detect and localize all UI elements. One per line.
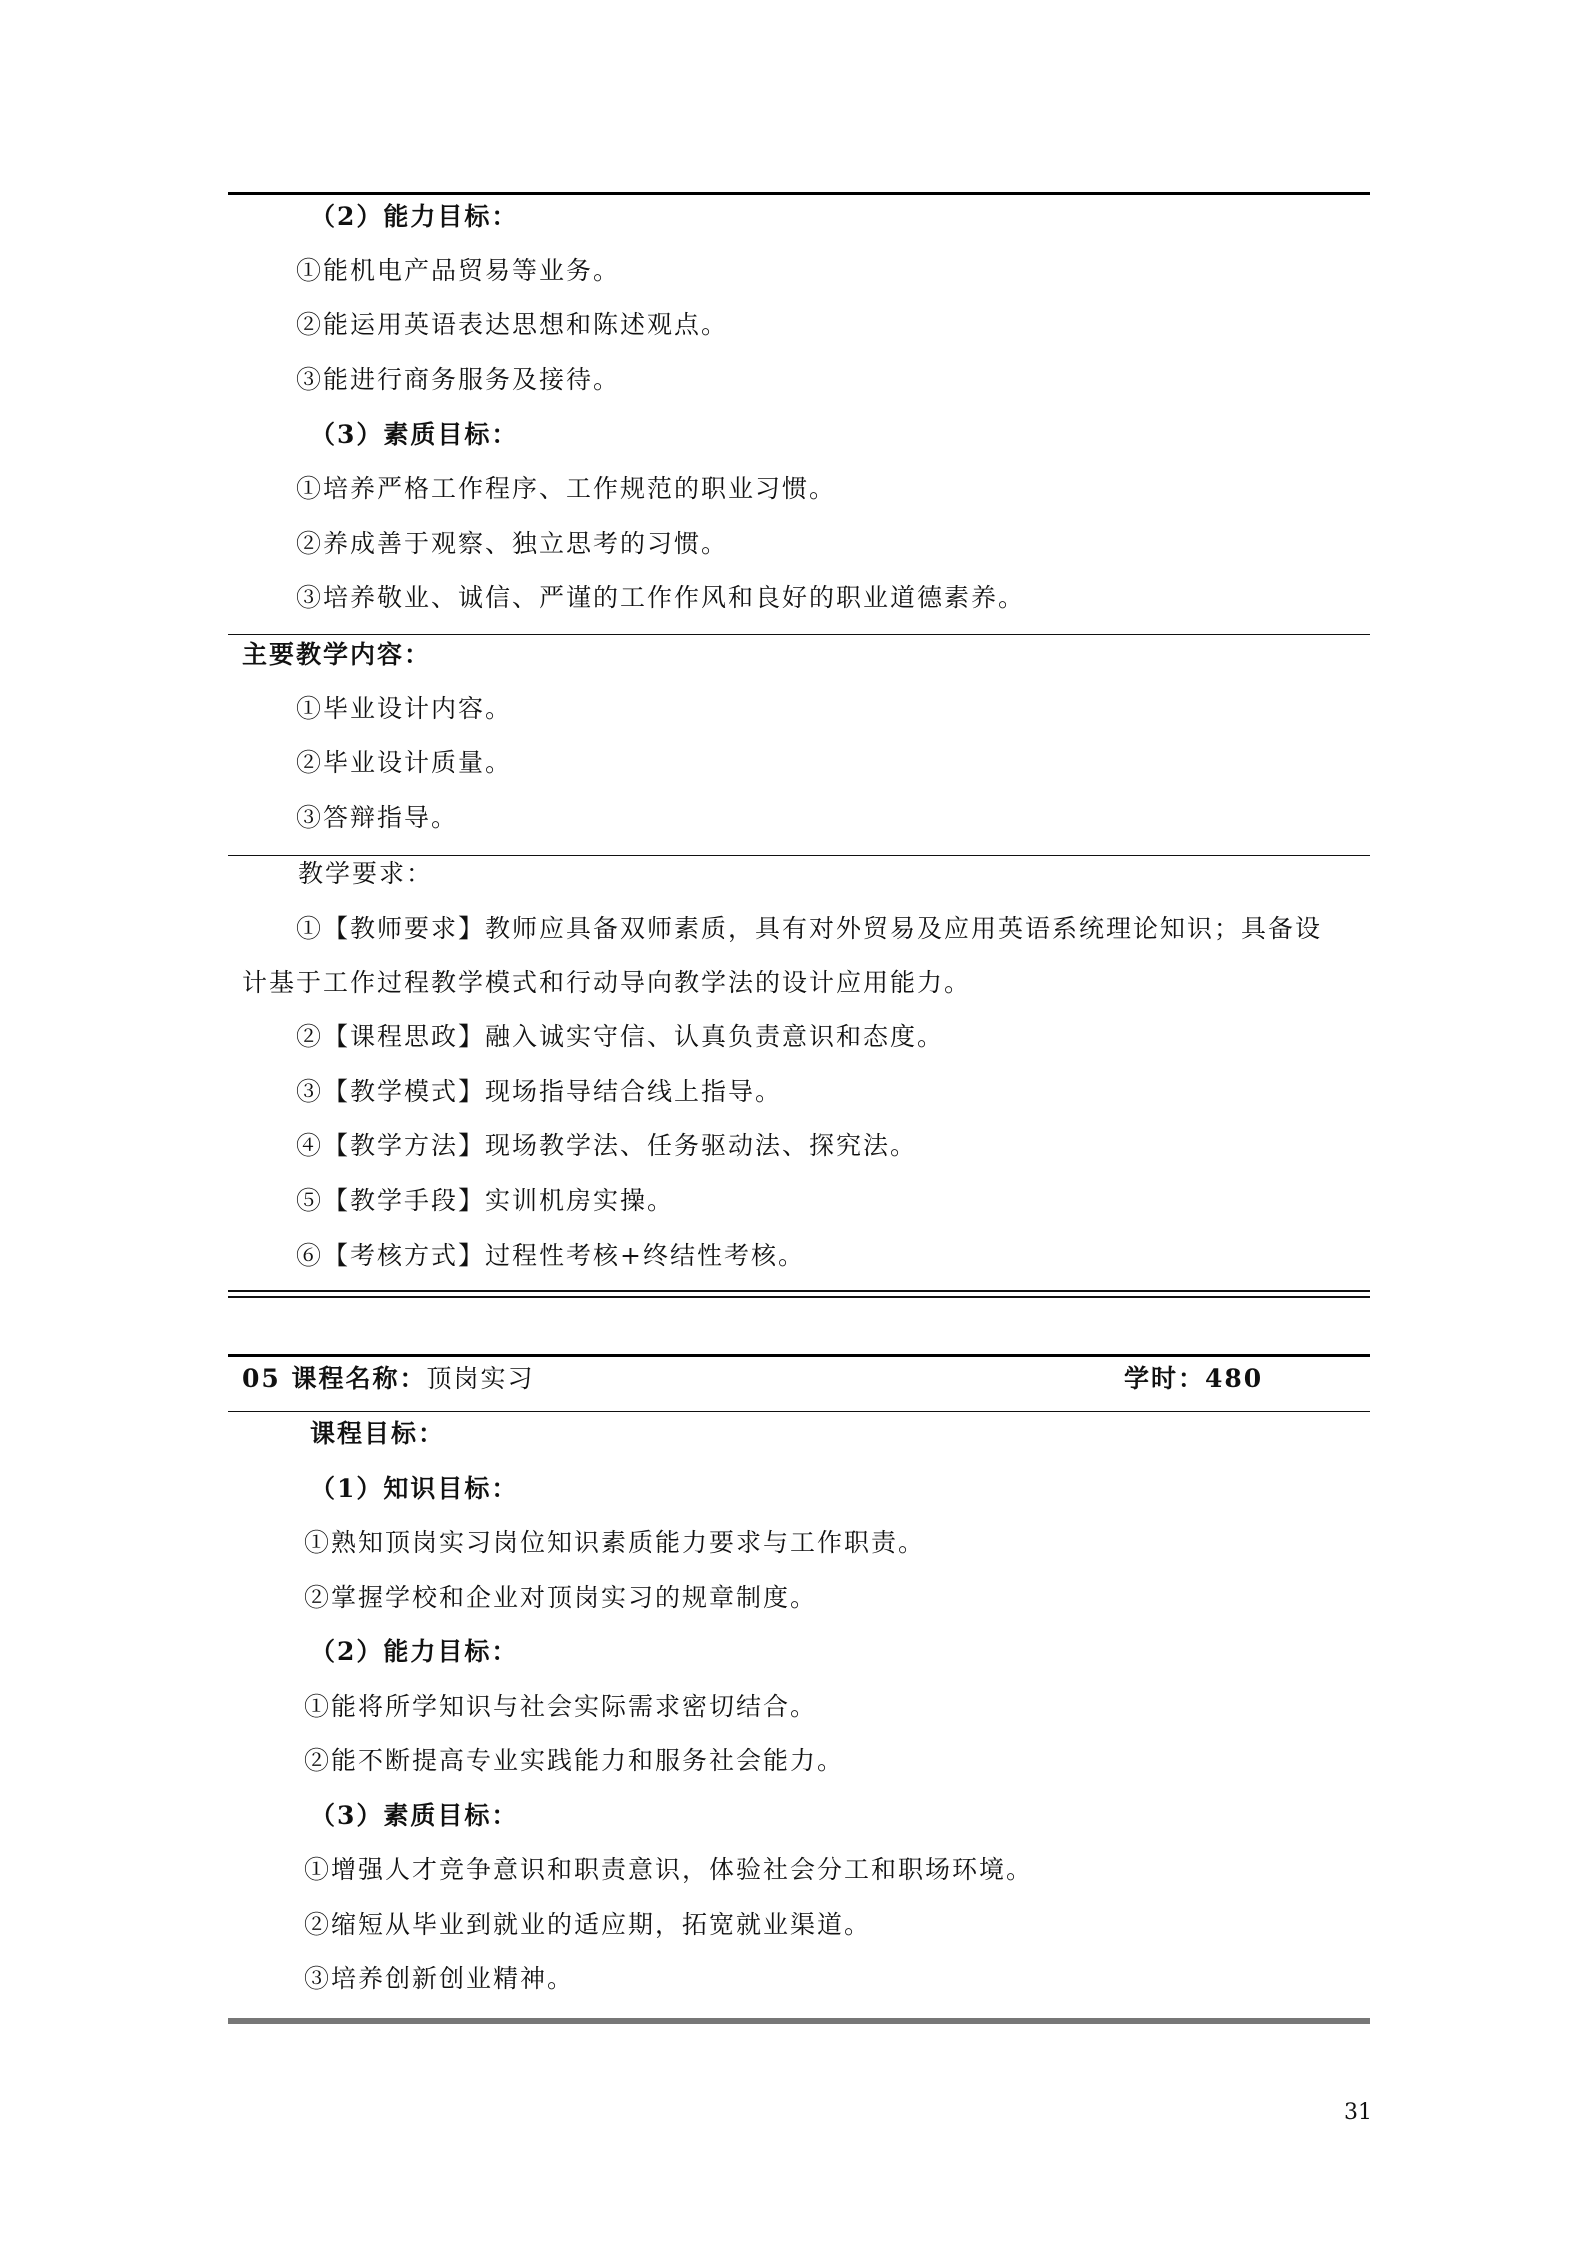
- teaching-requirements-heading: 教学要求：: [298, 859, 434, 888]
- course-goals-heading: 课程目标：: [310, 1419, 446, 1448]
- course-hours-value: 480: [1205, 1364, 1264, 1393]
- table-bottom-border: [228, 1290, 1370, 1292]
- course-name-label: 05 课程名称：: [242, 1364, 427, 1393]
- requirement-item: ⑥【考核方式】过程性考核+终结性考核。: [296, 1241, 805, 1270]
- requirement-item: ①【教师要求】教师应具备双师素质，具有对外贸易及应用英语系统理论知识；具备设: [296, 914, 1323, 943]
- requirement-item: ②【课程思政】融入诚实守信、认真负责意识和态度。: [296, 1022, 945, 1051]
- course-hours-label: 学时：: [1124, 1364, 1206, 1393]
- teaching-content-item: ③答辩指导。: [296, 803, 459, 832]
- knowledge-goal-item: ①熟知顶岗实习岗位知识素质能力要求与工作职责。: [304, 1528, 926, 1557]
- quality-goals-heading: （3）素质目标：: [310, 1801, 519, 1830]
- quality-goal-item: ①培养严格工作程序、工作规范的职业习惯。: [296, 474, 837, 503]
- table-top-border: [228, 192, 1370, 195]
- ability-goals-heading: （2）能力目标：: [310, 1637, 519, 1666]
- quality-goal-item: ③培养创新创业精神。: [304, 1964, 575, 1993]
- knowledge-goals-heading: （1）知识目标：: [310, 1474, 519, 1503]
- requirement-item-continuation: 计基于工作过程教学模式和行动导向教学法的设计应用能力。: [242, 968, 972, 997]
- course-title-row: [242, 1362, 535, 1396]
- quality-goals-heading: （3）素质目标：: [310, 420, 519, 449]
- teaching-content-item: ①毕业设计内容。: [296, 694, 513, 723]
- course-hours: [1124, 1362, 1263, 1396]
- quality-goal-item: ③培养敬业、诚信、严谨的工作作风和良好的职业道德素养。: [296, 583, 1026, 612]
- course-name-value: 顶岗实习: [426, 1364, 535, 1393]
- requirement-item: ④【教学方法】现场教学法、任务驱动法、探究法。: [296, 1131, 918, 1160]
- ability-goal-item: ②能不断提高专业实践能力和服务社会能力。: [304, 1746, 845, 1775]
- requirement-item: ③【教学模式】现场指导结合线上指导。: [296, 1077, 783, 1106]
- quality-goal-item: ①增强人才竞争意识和职责意识，体验社会分工和职场环境。: [304, 1855, 1034, 1884]
- ability-goal-item: ①能机电产品贸易等业务。: [296, 256, 621, 285]
- table-top-border: [228, 1354, 1370, 1357]
- table-bottom-border: [228, 2018, 1370, 2024]
- row-divider: [228, 1411, 1370, 1412]
- page-number: 31: [1344, 2100, 1372, 2125]
- requirement-item: ⑤【教学手段】实训机房实操。: [296, 1186, 675, 1215]
- ability-goals-heading: （2）能力目标：: [310, 202, 519, 231]
- teaching-content-heading: 主要教学内容：: [242, 640, 432, 669]
- ability-goal-item: ②能运用英语表达思想和陈述观点。: [296, 310, 729, 339]
- table-bottom-border: [228, 1296, 1370, 1298]
- ability-goal-item: ③能进行商务服务及接待。: [296, 365, 621, 394]
- quality-goal-item: ②养成善于观察、独立思考的习惯。: [296, 529, 729, 558]
- teaching-content-item: ②毕业设计质量。: [296, 748, 513, 777]
- quality-goal-item: ②缩短从毕业到就业的适应期，拓宽就业渠道。: [304, 1910, 872, 1939]
- ability-goal-item: ①能将所学知识与社会实际需求密切结合。: [304, 1692, 818, 1721]
- knowledge-goal-item: ②掌握学校和企业对顶岗实习的规章制度。: [304, 1583, 818, 1612]
- row-divider: [228, 634, 1370, 635]
- row-divider: [228, 855, 1370, 856]
